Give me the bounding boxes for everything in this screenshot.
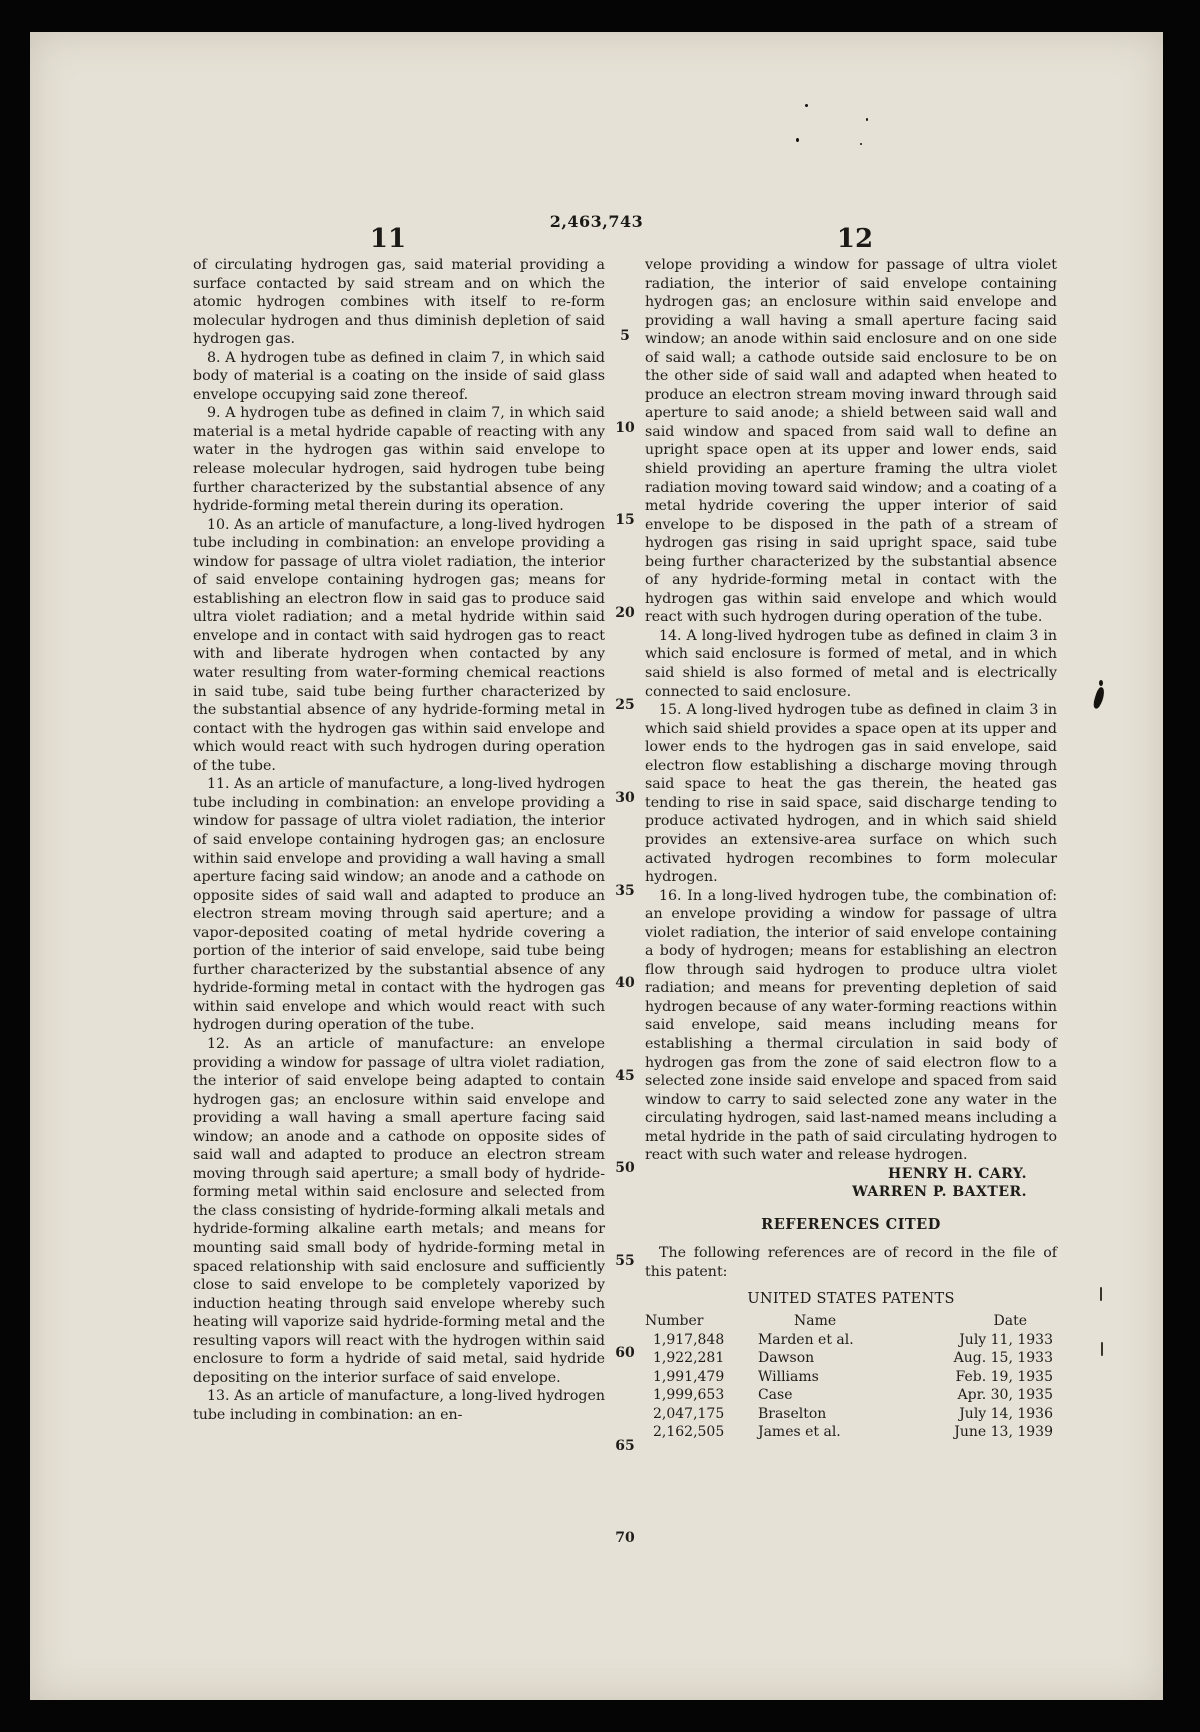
claim-paragraph: 13. As an article of manufacture, a long-lived hydrogen tube including in combination: an en- xyxy=(193,1388,605,1423)
ink-blot xyxy=(1092,686,1106,709)
patent-date-cell: June 13, 1939 xyxy=(954,1424,1053,1441)
patent-date-cell: July 11, 1933 xyxy=(959,1331,1053,1348)
line-number: 50 xyxy=(615,1160,635,1176)
patent-number-cell: 1,917,848 xyxy=(653,1331,725,1348)
line-number: 30 xyxy=(615,790,635,806)
patent-date-cell: Apr. 30, 1935 xyxy=(957,1387,1053,1404)
patent-number-cell: 1,999,653 xyxy=(653,1387,725,1404)
patent-name-cell: Case xyxy=(757,1387,793,1404)
patent-number-cell: 2,047,175 xyxy=(653,1405,725,1422)
references-table xyxy=(645,1312,1057,1442)
claim-paragraph: of circulating hydrogen gas, said material providing a surface contacted by said stream and on which the atomic hydrogen combines with itself to re-form molecular hydrogen and thus diminish depletion of said hydrogen gas. xyxy=(193,257,605,348)
right-column-number: 12 xyxy=(836,224,874,254)
scan-speck xyxy=(860,143,862,145)
line-number: 20 xyxy=(615,605,635,621)
claim-paragraph: 8. A hydrogen tube as defined in claim 7, in which said body of material is a coating on the inside of said glass envelope occupying said zone thereof. xyxy=(193,349,605,403)
patent-number: 2,463,743 xyxy=(549,212,644,231)
line-number: 15 xyxy=(615,512,635,528)
claim-paragraph: 15. A long-lived hydrogen tube as defined in claim 3 in which said shield provides a space open at its upper and lower ends to the hydrogen gas in said envelope, said electron flow establishing a discharge moving through said space to heat the gas therein, the heated gas tending to rise in said space, said discharge tending to produce activated hydrogen, and in which said shield provides an extensive-area surface on which such activated hydrogen recombines to form molecular hydrogen. xyxy=(645,702,1057,886)
line-number: 25 xyxy=(615,697,635,713)
left-column-number: 11 xyxy=(369,224,407,254)
edge-mark xyxy=(1100,1287,1102,1301)
line-number: 40 xyxy=(615,975,635,991)
claim-paragraph: 11. As an article of manufacture, a long-lived hydrogen tube including in combination: an envelope providing a window for passage of ultra violet radiation, the interior of said envelope containing hydrogen gas; an enclosure within said envelope and providing a wall having a small aperture facing said window; an anode and a cathode on opposite sides of said wall and adapted to produce an electron stream moving through said aperture; and a vapor-deposited coating of metal hydride covering a portion of the interior of said envelope, said tube being further characterized by the substantial absence of any hydride-forming metal in contact with the hydrogen gas within said envelope and which would react with such hydrogen during operation of the tube. xyxy=(193,776,605,1034)
scan-speck xyxy=(805,104,808,107)
references-title: REFERENCES CITED xyxy=(761,1215,941,1233)
table-row xyxy=(645,1405,1057,1424)
inventor-name: HENRY H. CARY. xyxy=(887,1165,1027,1182)
inventor-name: WARREN P. BAXTER. xyxy=(852,1184,1027,1201)
patent-date-cell: Feb. 19, 1935 xyxy=(955,1368,1053,1385)
patent-number-cell: 1,991,479 xyxy=(653,1368,725,1385)
table-row xyxy=(645,1349,1057,1368)
left-column xyxy=(193,256,605,1424)
patents-subtitle: UNITED STATES PATENTS xyxy=(747,1290,955,1307)
references-intro: The following references are of record in the file of this patent: xyxy=(645,1245,1057,1280)
patent-name-cell: Braselton xyxy=(757,1405,827,1422)
scan-speck xyxy=(866,118,868,121)
line-number: 70 xyxy=(615,1530,635,1546)
patent-name-cell: James et al. xyxy=(757,1424,841,1441)
patent-number-cell: 2,162,505 xyxy=(653,1424,725,1441)
edge-mark xyxy=(1101,1342,1103,1356)
line-number: 45 xyxy=(615,1068,635,1084)
patent-date-cell: July 14, 1936 xyxy=(959,1405,1053,1422)
claim-paragraph: velope providing a window for passage of ultra violet radiation, the interior of said envelope containing hydrogen gas; an enclosure within said envelope and providing a wall having a small aperture facing said window; an anode within said enclosure and on one side of said wall; a cathode outside said enclosure to be on the other side of said wall and adapted when heated to produce an electron stream moving inward through said aperture to said anode; a shield between said wall and said window and spaced from said wall to define an upright space open at its upper and lower ends, said shield providing an aperture framing the ultra violet radiation moving toward said window; and a coating of a metal hydride covering the upper interior of said envelope to be disposed in the path of a stream of hydrogen gas rising in said upright space, said tube being further characterized by the substantial absence of any hydride-forming metal in contact with the hydrogen gas within said envelope and which would react with such hydrogen during operation of the tube. xyxy=(645,257,1057,626)
claim-paragraph: 10. As an article of manufacture, a long-lived hydrogen tube including in combination: an envelope providing a window for passage of ultra violet radiation, the interior of said envelope containing hydrogen gas; means for establishing an electron flow in said gas to produce said ultra violet radiation; and a metal hydride within said envelope and in contact with said hydrogen gas to react with and liberate hydrogen when contacted by any water resulting from water-forming chemical reactions in said tube, said tube being further characterized by the substantial absence of any hydride-forming metal in contact with the hydrogen gas within said envelope and which would react with such hydrogen during operation of the tube. xyxy=(193,516,605,774)
patent-page xyxy=(30,32,1163,1700)
table-row xyxy=(645,1386,1057,1405)
header-name: Name xyxy=(793,1313,837,1330)
scan-speck xyxy=(796,138,799,142)
line-number: 55 xyxy=(615,1253,635,1269)
claim-paragraph: 12. As an article of manufacture: an envelope providing a window for passage of ultra violet radiation, the interior of said envelope being adapted to contain hydrogen gas; an enclosure within said envelope and providing a wall having a small aperture facing said window; an anode and a cathode on opposite sides of said wall and adapted to produce an electron stream moving through said aperture; a small body of hydride-forming metal within said enclosure and selected from the class consisting of hydride-forming alkali metals and hydride-forming alkaline earth metals; and means for mounting said small body of hydride-forming metal in spaced relationship with said enclosure and sufficiently close to said envelope to be completely vaporized by induction heating through said envelope whereby such heating will vaporize said hydride-forming metal and the resulting vapors will react with the hydrogen within said enclosure to form a hydride of said metal, said hydride depositing on the interior surface of said envelope. xyxy=(193,1035,605,1386)
patent-name-cell: Williams xyxy=(757,1368,819,1385)
header-date: Date xyxy=(993,1313,1027,1330)
claim-paragraph: 16. In a long-lived hydrogen tube, the combination of: an envelope providing a window for passage of ultra violet radiation, the interior of said envelope containing a body of hydrogen; means for establishing an electron flow through said hydrogen to produce ultra violet radiation; and means for preventing depletion of said hydrogen because of any water-forming reactions within said envelope, said means including means for establishing a thermal circulation in said body of hydrogen gas from the zone of said electron flow to a selected zone inside said envelope and spaced from said window to carry to said selected zone any water in the circulating hydrogen, said last-named means including a metal hydride in the path of said circulating hydrogen to react with such water and release hydrogen. xyxy=(645,887,1057,1164)
patent-date-cell: Aug. 15, 1933 xyxy=(953,1350,1053,1367)
table-row xyxy=(645,1423,1057,1442)
right-column xyxy=(645,256,1057,1442)
claim-paragraph: 14. A long-lived hydrogen tube as defined in claim 3 in which said enclosure is formed of metal, and in which said shield is also formed of metal and is electrically connected to said enclosure. xyxy=(645,627,1057,700)
table-row xyxy=(645,1331,1057,1350)
patent-name-cell: Marden et al. xyxy=(757,1331,854,1348)
line-number: 60 xyxy=(615,1345,635,1361)
scan-speck xyxy=(1099,680,1103,686)
table-row xyxy=(645,1368,1057,1387)
line-number: 65 xyxy=(615,1438,635,1454)
line-number: 5 xyxy=(620,328,630,344)
table-header-row xyxy=(645,1312,1057,1331)
line-number: 10 xyxy=(615,420,635,436)
header-number: Number xyxy=(645,1313,704,1330)
claim-paragraph: 9. A hydrogen tube as defined in claim 7, in which said material is a metal hydride capable of reacting with any water in the hydrogen gas within said envelope to release molecular hydrogen, said hydrogen tube being further characterized by the substantial absence of any hydride-forming metal therein during its operation. xyxy=(193,405,605,515)
line-number: 35 xyxy=(615,883,635,899)
patent-number-cell: 1,922,281 xyxy=(653,1350,725,1367)
patent-name-cell: Dawson xyxy=(757,1350,815,1367)
